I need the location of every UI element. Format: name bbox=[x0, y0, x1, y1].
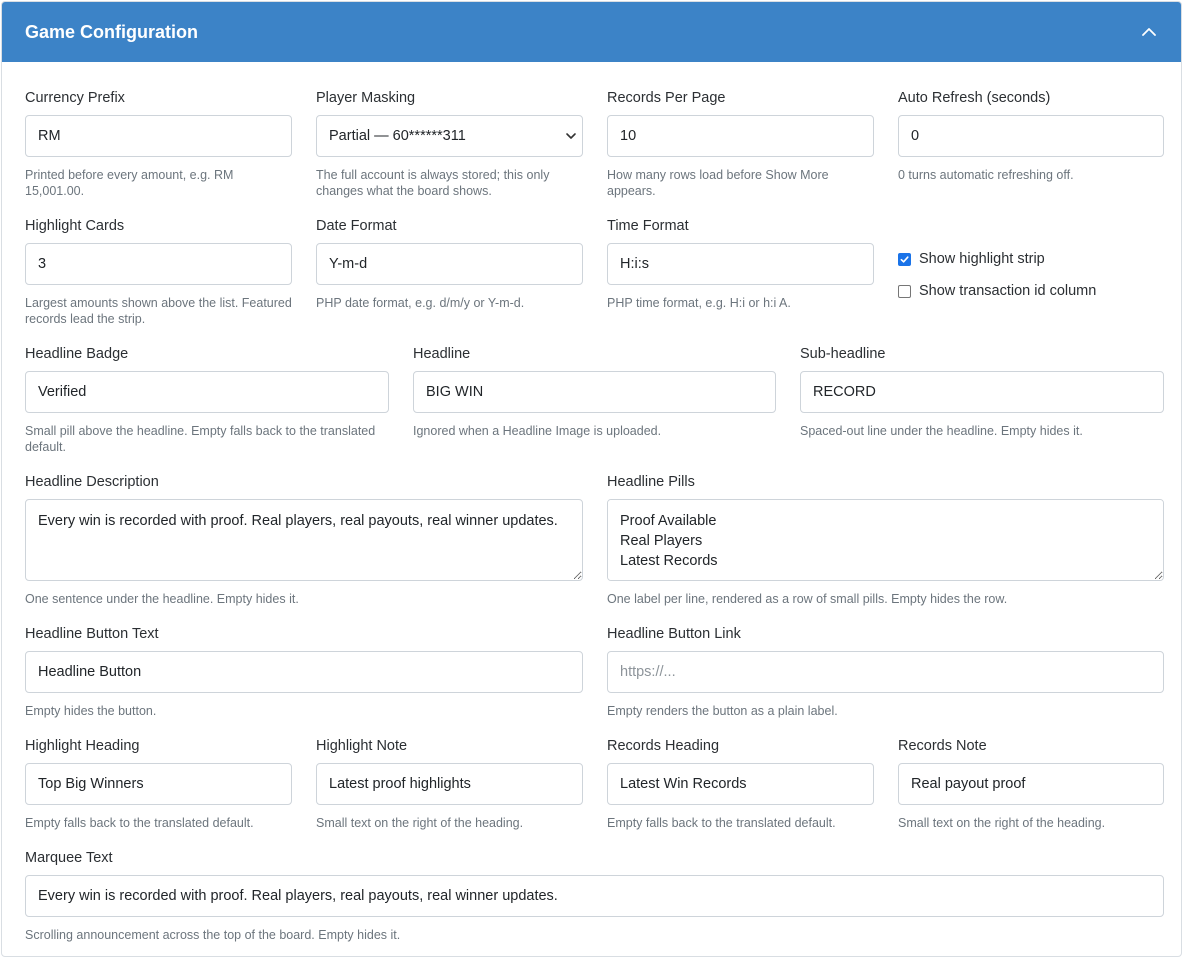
headline-badge-input[interactable] bbox=[25, 371, 389, 413]
headline-badge-label: Headline Badge bbox=[25, 346, 129, 362]
time-format-input[interactable] bbox=[607, 243, 874, 285]
show-highlight-strip-label[interactable]: Show highlight strip bbox=[919, 251, 1045, 267]
player-masking-select[interactable]: Partial — 60******311 bbox=[316, 115, 583, 157]
show-transaction-id-label[interactable]: Show transaction id column bbox=[919, 283, 1097, 299]
show-highlight-strip-checkbox[interactable] bbox=[898, 253, 911, 266]
chevron-up-icon[interactable] bbox=[1137, 20, 1161, 44]
headline-description-label: Headline Description bbox=[25, 474, 159, 490]
headline-badge-help: Small pill above the headline. Empty falls back to the translated default. bbox=[25, 424, 376, 454]
sub-headline-field bbox=[800, 344, 1164, 438]
player-masking-help: The full account is always stored; this only changes what the board shows. bbox=[316, 168, 550, 198]
headline-button-link-input[interactable] bbox=[607, 651, 1164, 693]
headline-pills-textarea[interactable] bbox=[607, 499, 1164, 581]
game-configuration-card bbox=[1, 1, 1182, 957]
records-heading-label: Records Heading bbox=[607, 738, 720, 754]
highlight-heading-field bbox=[25, 736, 292, 830]
auto-refresh-input[interactable] bbox=[898, 115, 1164, 157]
checkmark-icon bbox=[900, 255, 909, 264]
date-format-label: Date Format bbox=[316, 218, 397, 234]
records-per-page-help: How many rows load before Show More appears. bbox=[607, 168, 829, 198]
highlight-note-input[interactable] bbox=[316, 763, 583, 805]
highlight-note-help: Small text on the right of the heading. bbox=[316, 816, 524, 830]
records-note-label: Records Note bbox=[898, 738, 987, 754]
marquee-text-help: Scrolling announcement across the top of the board. Empty hides it. bbox=[25, 928, 401, 942]
date-format-help: PHP date format, e.g. d/m/y or Y-m-d. bbox=[316, 296, 525, 310]
records-per-page-label: Records Per Page bbox=[607, 90, 726, 106]
records-note-help: Small text on the right of the heading. bbox=[898, 816, 1106, 830]
records-heading-help: Empty falls back to the translated default. bbox=[607, 816, 836, 830]
auto-refresh-label: Auto Refresh (seconds) bbox=[898, 90, 1051, 106]
headline-badge-field bbox=[25, 344, 389, 454]
highlight-cards-help: Largest amounts shown above the list. Featured records lead the strip. bbox=[25, 296, 292, 326]
show-highlight-strip-checkbox-row[interactable] bbox=[898, 251, 1045, 267]
records-heading-field bbox=[607, 736, 874, 830]
headline-input[interactable] bbox=[413, 371, 776, 413]
player-masking-field bbox=[316, 88, 583, 198]
highlight-cards-input[interactable] bbox=[25, 243, 292, 285]
sub-headline-input[interactable] bbox=[800, 371, 1164, 413]
show-transaction-id-checkbox-row[interactable] bbox=[898, 283, 1096, 299]
highlight-heading-input[interactable] bbox=[25, 763, 292, 805]
records-per-page-input[interactable] bbox=[607, 115, 874, 157]
headline-help: Ignored when a Headline Image is uploaded. bbox=[413, 424, 662, 438]
headline-pills-help: One label per line, rendered as a row of small pills. Empty hides the row. bbox=[607, 592, 1008, 606]
headline-label: Headline bbox=[413, 346, 471, 362]
time-format-help: PHP time format, e.g. H:i or h:i A. bbox=[607, 296, 791, 310]
time-format-label: Time Format bbox=[607, 218, 689, 234]
headline-field bbox=[413, 344, 776, 438]
marquee-text-field bbox=[25, 848, 1164, 942]
auto-refresh-help: 0 turns automatic refreshing off. bbox=[898, 168, 1074, 182]
records-heading-input[interactable] bbox=[607, 763, 874, 805]
highlight-cards-label: Highlight Cards bbox=[25, 218, 125, 234]
currency-prefix-help: Printed before every amount, e.g. RM 15,001.00. bbox=[25, 168, 234, 198]
highlight-cards-field bbox=[25, 216, 292, 326]
headline-button-text-help: Empty hides the button. bbox=[25, 704, 157, 718]
headline-button-link-label: Headline Button Link bbox=[607, 626, 741, 642]
headline-description-help: One sentence under the headline. Empty hides it. bbox=[25, 592, 299, 606]
show-transaction-id-checkbox[interactable] bbox=[898, 285, 911, 298]
headline-button-link-field bbox=[607, 624, 1164, 718]
headline-button-link-help: Empty renders the button as a plain label. bbox=[607, 704, 838, 718]
marquee-text-label: Marquee Text bbox=[25, 850, 113, 866]
records-note-input[interactable] bbox=[898, 763, 1164, 805]
headline-button-text-label: Headline Button Text bbox=[25, 626, 159, 642]
currency-prefix-label: Currency Prefix bbox=[25, 90, 125, 106]
headline-pills-field bbox=[607, 472, 1164, 606]
headline-description-field bbox=[25, 472, 583, 606]
headline-button-text-input[interactable] bbox=[25, 651, 583, 693]
currency-prefix-input[interactable] bbox=[25, 115, 292, 157]
records-per-page-field bbox=[607, 88, 874, 198]
date-format-field bbox=[316, 216, 583, 310]
highlight-heading-help: Empty falls back to the translated default. bbox=[25, 816, 254, 830]
time-format-field bbox=[607, 216, 874, 310]
card-title: Game Configuration bbox=[25, 21, 199, 42]
highlight-note-field bbox=[316, 736, 583, 830]
auto-refresh-field bbox=[898, 88, 1164, 182]
headline-button-text-field bbox=[25, 624, 583, 718]
marquee-text-input[interactable] bbox=[25, 875, 1164, 917]
headline-description-textarea[interactable] bbox=[25, 499, 583, 581]
card-header[interactable] bbox=[2, 2, 1181, 62]
currency-prefix-field bbox=[25, 88, 292, 198]
sub-headline-label: Sub-headline bbox=[800, 346, 886, 362]
sub-headline-help: Spaced-out line under the headline. Empty hides it. bbox=[800, 424, 1083, 438]
headline-pills-label: Headline Pills bbox=[607, 474, 695, 490]
highlight-note-label: Highlight Note bbox=[316, 738, 408, 754]
records-note-field bbox=[898, 736, 1164, 830]
player-masking-label: Player Masking bbox=[316, 90, 416, 106]
date-format-input[interactable] bbox=[316, 243, 583, 285]
highlight-heading-label: Highlight Heading bbox=[25, 738, 140, 754]
